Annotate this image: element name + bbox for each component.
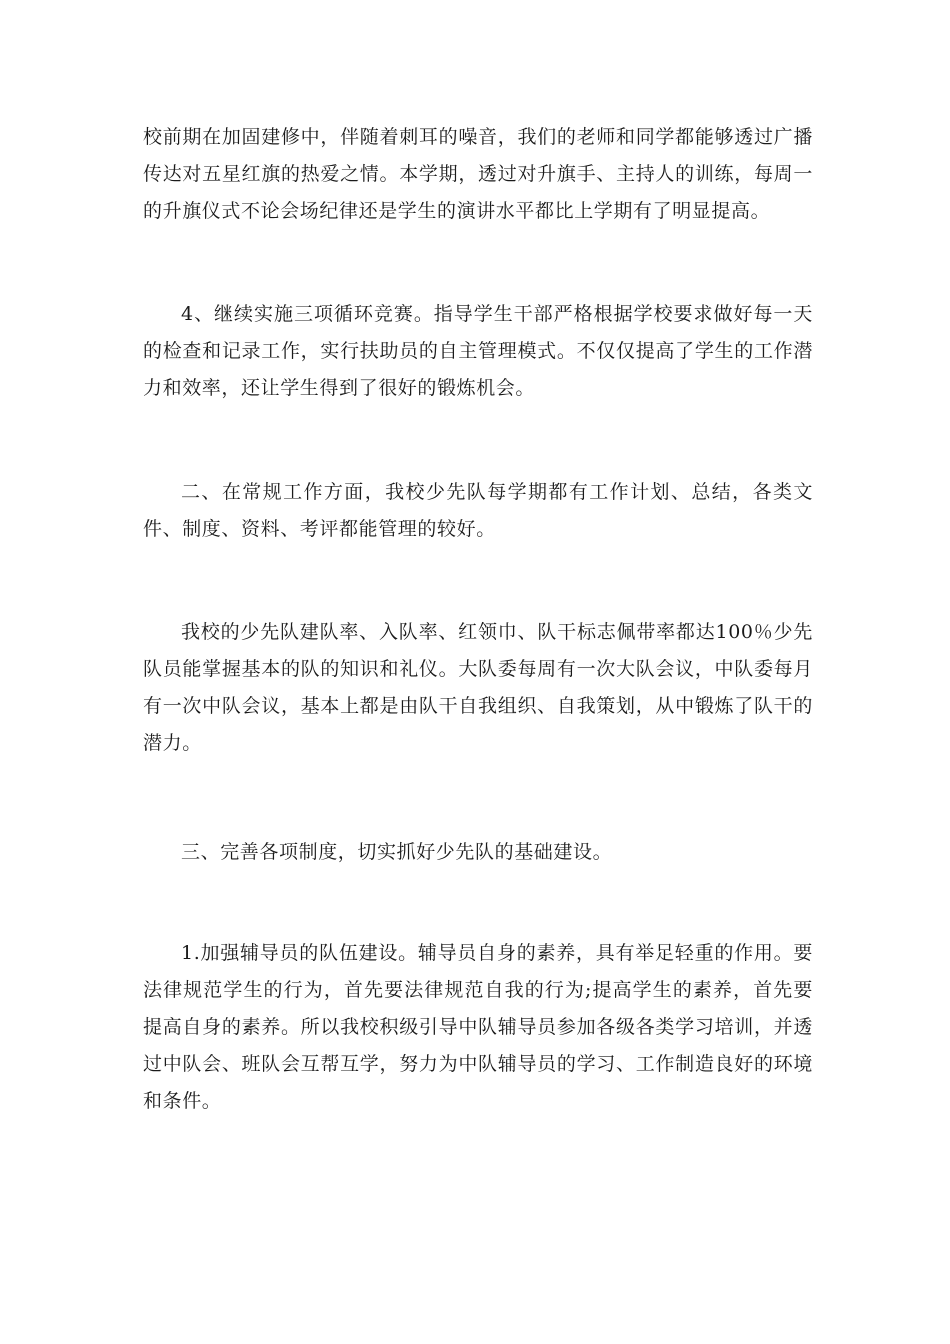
paragraph-team-rates: 我校的少先队建队率、入队率、红领巾、队干标志佩带率都达100％少先队员能掌握基本的队的知识和礼仪。大队委每周有一次大队会议，中队委每月有一次中队会议，基本上都是由队干自我组织、自我策划，从中锻炼了队干的潜力。 xyxy=(143,621,813,754)
paragraph-cycle-competition: 4、继续实施三项循环竞赛。指导学生干部严格根据学校要求做好每一天的检查和记录工作，实行扶助员的自主管理模式。不仅仅提高了学生的工作潜力和效率，还让学生得到了很好的锻炼机会。 xyxy=(143,303,813,399)
paragraph-flag-ceremony: 校前期在加固建修中，伴随着刺耳的噪音，我们的老师和同学都能够透过广播传达对五星红旗的热爱之情。本学期，透过对升旗手、主持人的训练，每周一的升旗仪式不论会场纪律还是学生的演讲水平都比上学期有了明显提高。 xyxy=(143,126,813,222)
paragraph-routine-work: 二、在常规工作方面，我校少先队每学期都有工作计划、总结，各类文件、制度、资料、考评都能管理的较好。 xyxy=(143,481,813,540)
paragraph-section-three-heading: 三、完善各项制度，切实抓好少先队的基础建设。 xyxy=(181,841,613,863)
paragraph-counselor-training: 1.加强辅导员的队伍建设。辅导员自身的素养，具有举足轻重的作用。要法律规范学生的行为，首先要法律规范自我的行为;提高学生的素养，首先要提高自身的素养。所以我校积级引导中队辅导员参加各级各类学习培训，并透过中队会、班队会互帮互学，努力为中队辅导员的学习、工作制造良好的环境和条件。 xyxy=(143,942,813,1112)
